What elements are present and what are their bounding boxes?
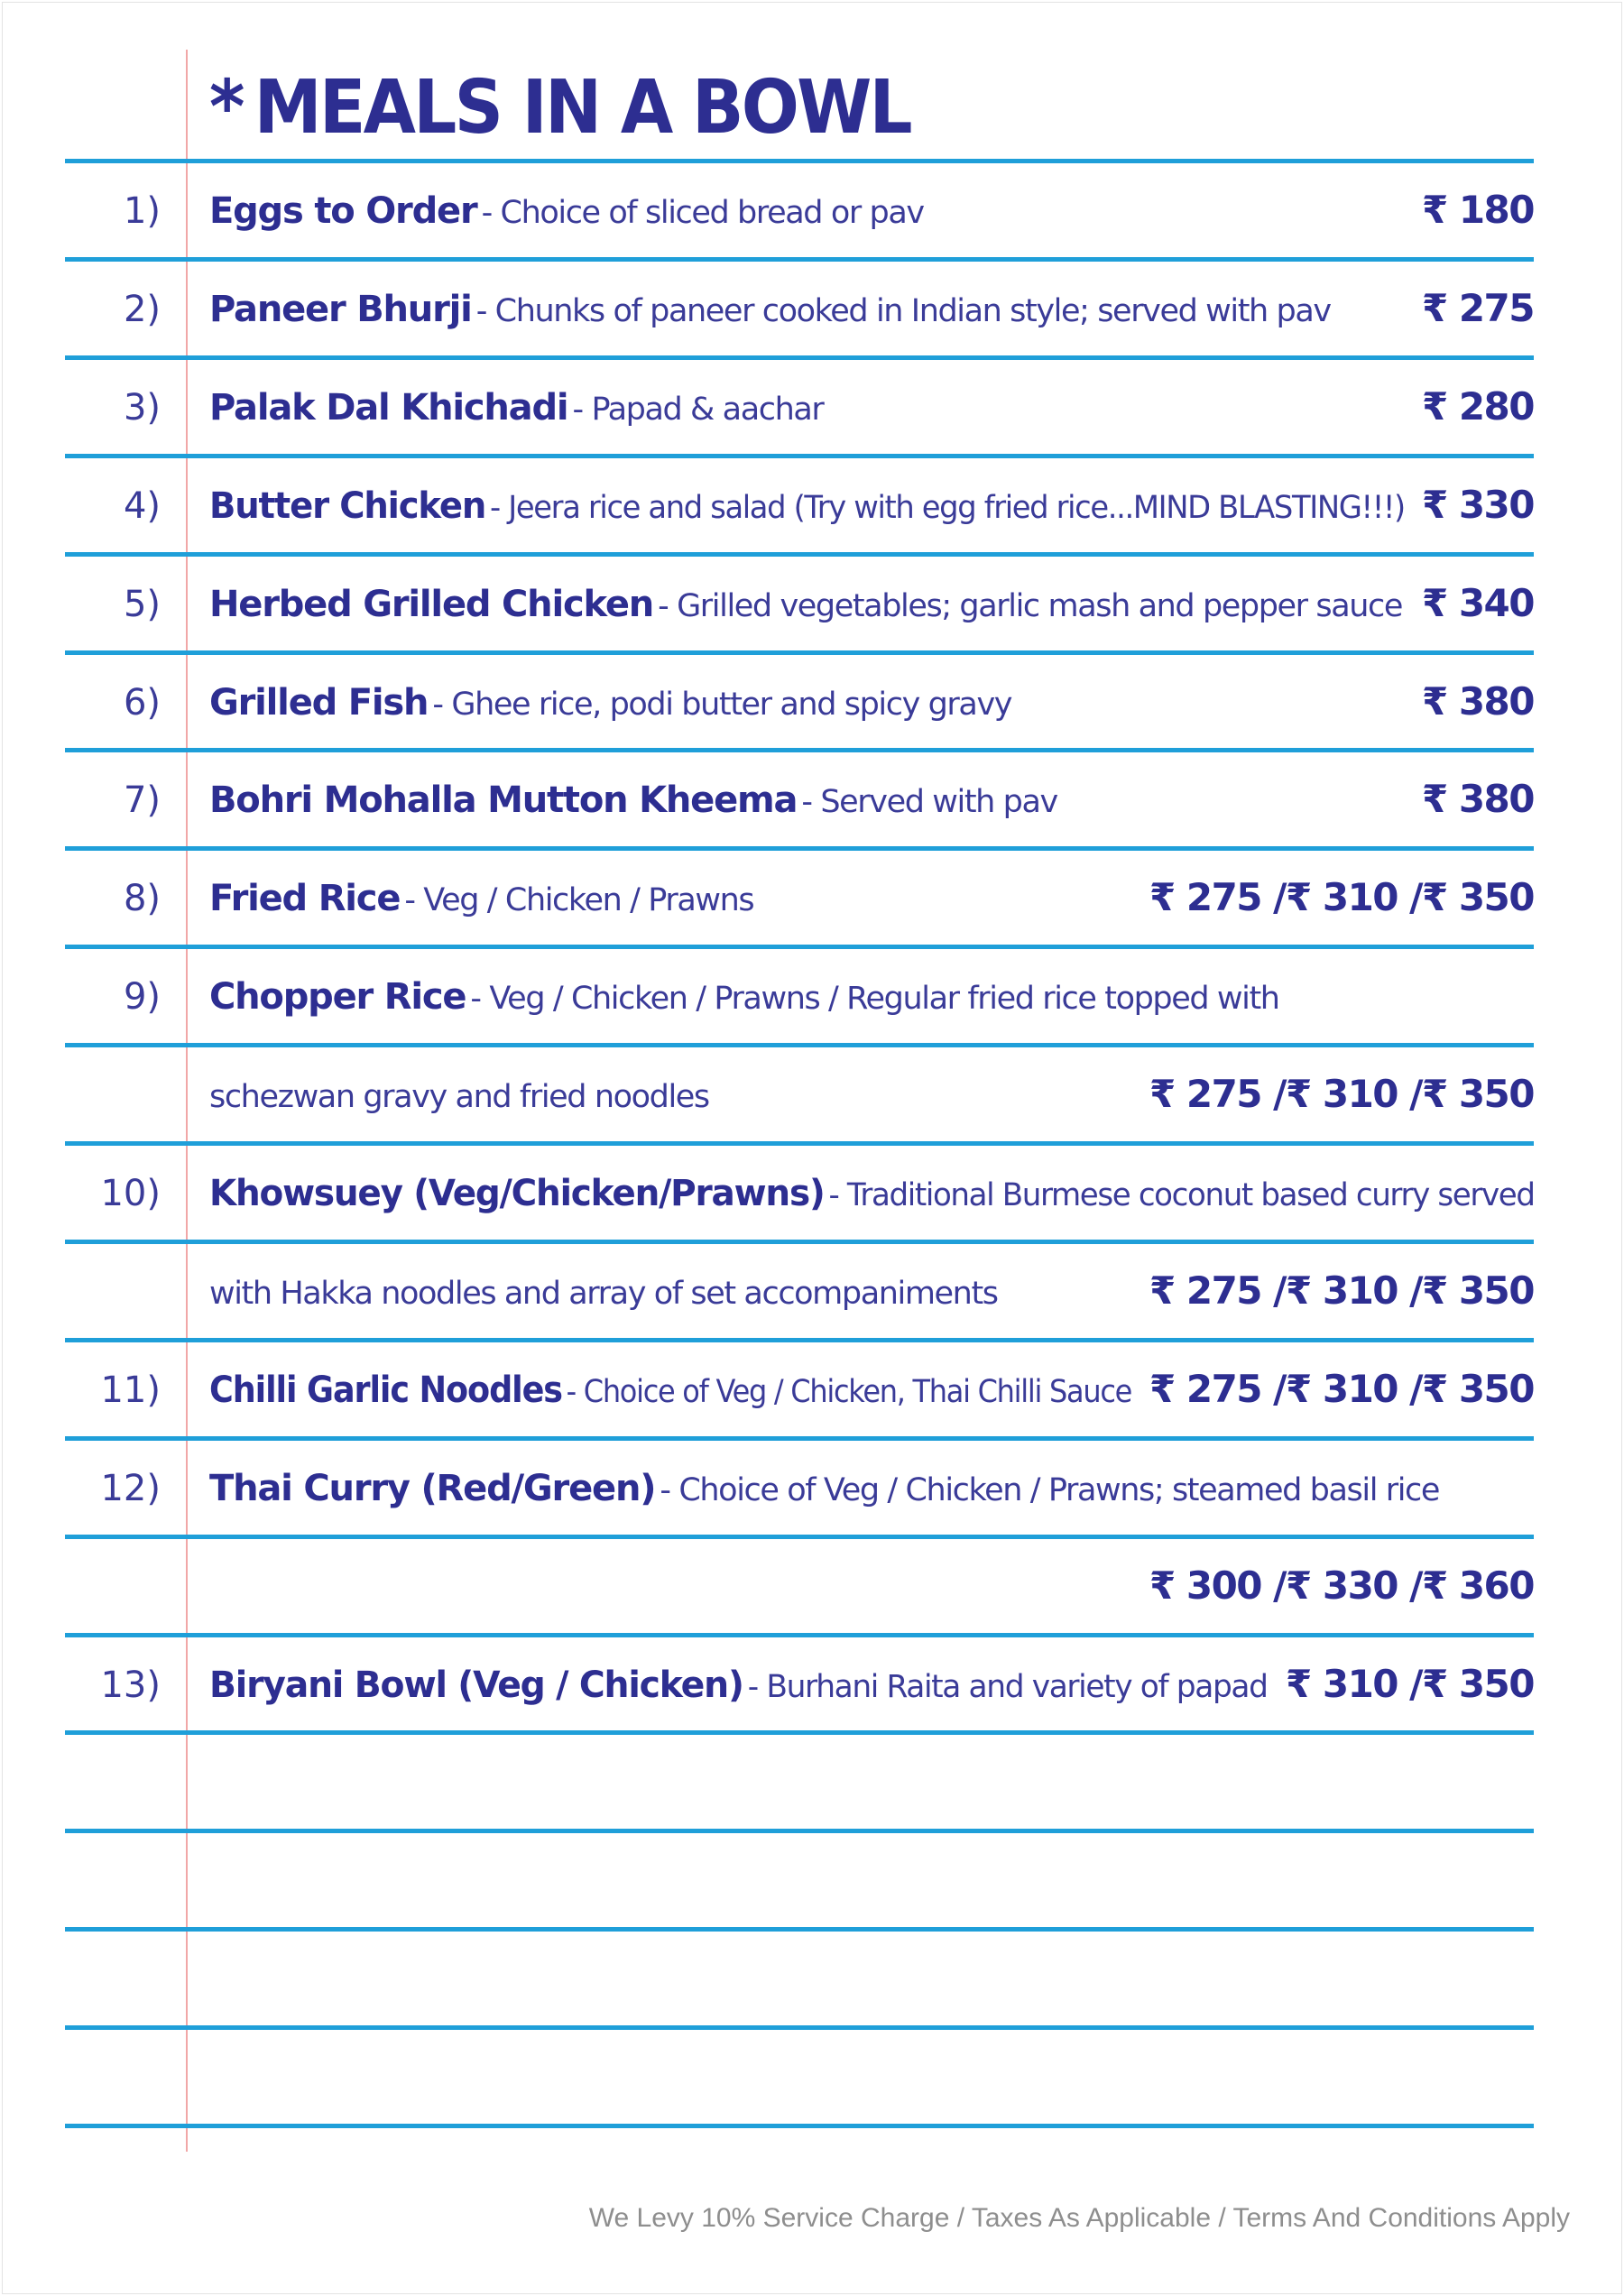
menu-row [0, 846, 1624, 945]
item-name: Chopper Rice [209, 976, 466, 1019]
item-description: - Jeera rice and salad (Try with egg fried rice...MIND BLASTING!!!) [490, 489, 1405, 526]
menu-row [0, 355, 1624, 454]
item-name: Thai Curry (Red/Green) [209, 1467, 656, 1509]
item-name: Paneer Bhurji [209, 288, 472, 330]
item-price: ₹ 180 [1421, 188, 1534, 232]
item-price: ₹ 340 [1421, 580, 1534, 625]
menu-row [0, 945, 1624, 1043]
item-text [209, 1664, 1268, 1706]
menu-row [0, 1043, 1624, 1141]
item-name: Butter Chicken [209, 484, 486, 527]
menu-row [0, 1338, 1624, 1436]
item-text [209, 878, 753, 919]
item-number: 5) [123, 583, 161, 625]
item-price: ₹ 300 /₹ 330 /₹ 360 [1149, 1563, 1534, 1608]
item-text [209, 387, 823, 429]
menu-row [0, 1141, 1624, 1240]
item-number: 1) [123, 190, 161, 232]
item-number: 11) [100, 1369, 161, 1411]
item-price: ₹ 275 /₹ 310 /₹ 350 [1149, 1268, 1534, 1313]
menu-row [0, 1535, 1624, 1633]
menu-row [0, 454, 1624, 552]
item-number: 8) [123, 878, 161, 920]
item-description: - Veg / Chicken / Prawns [404, 882, 754, 919]
item-name: Grilled Fish [209, 681, 429, 724]
item-price: ₹ 275 /₹ 310 /₹ 350 [1149, 1366, 1534, 1411]
item-price: ₹ 275 /₹ 310 /₹ 350 [1149, 1072, 1534, 1117]
item-price: ₹ 280 [1421, 383, 1534, 429]
item-description: - Veg / Chicken / Prawns / Regular fried rice topped with [470, 981, 1279, 1018]
item-number: 12) [100, 1467, 161, 1509]
item-number: 7) [123, 779, 161, 822]
item-price: ₹ 275 [1421, 285, 1534, 330]
item-price: ₹ 330 [1421, 482, 1534, 527]
item-price: ₹ 380 [1421, 777, 1534, 822]
menu-row [0, 2025, 1624, 2124]
menu-row [0, 552, 1624, 650]
ruled-line [65, 2124, 1534, 2128]
item-description: - Choice of sliced bread or pav [481, 195, 924, 231]
item-price: ₹ 380 [1421, 678, 1534, 724]
item-name: Chilli Garlic Noodles [209, 1369, 562, 1411]
menu-row [0, 1240, 1624, 1338]
item-text [209, 779, 1057, 821]
item-description: - Choice of Veg / Chicken / Prawns; steamed basil rice [660, 1471, 1440, 1508]
item-text [209, 1468, 1439, 1509]
item-description: - Burhani Raita and variety of papad [747, 1668, 1268, 1705]
item-number: 9) [123, 976, 161, 1019]
menu-row [0, 650, 1624, 749]
item-name: Fried Rice [209, 878, 401, 920]
item-name: Khowsuey (Veg/Chicken/Prawns) [209, 1173, 825, 1214]
item-description: - Chunks of paneer cooked in Indian style; served with pav [475, 292, 1331, 329]
item-description: - Served with pav [801, 784, 1057, 821]
menu-title-text: MEALS IN A BOWL [254, 65, 910, 151]
item-number: 2) [123, 288, 161, 330]
item-description: - Grilled vegetables; garlic mash and pepper sauce [658, 587, 1403, 624]
item-description: - Ghee rice, podi butter and spicy gravy [432, 686, 1012, 723]
menu-row [0, 257, 1624, 355]
item-number: 4) [123, 484, 161, 527]
menu-row [0, 1436, 1624, 1535]
item-text [209, 289, 1331, 330]
item-number: 6) [123, 681, 161, 724]
menu-title [209, 65, 910, 151]
item-text [209, 584, 1402, 625]
item-text [209, 682, 1011, 724]
title-asterisk: * [209, 65, 243, 151]
item-name: Bohri Mohalla Mutton Kheema [209, 779, 798, 822]
item-description: - Papad & aachar [572, 391, 824, 428]
item-name: Eggs to Order [209, 190, 477, 232]
item-text [209, 976, 1279, 1018]
item-text [209, 1173, 1535, 1214]
item-description: with Hakka noodles and array of set accompaniments [209, 1275, 998, 1312]
menu-row [0, 1829, 1624, 1927]
footer-note: We Levy 10% Service Charge / Taxes As Applicable / Terms And Conditions Apply [588, 2203, 1570, 2233]
menu-row [0, 748, 1624, 846]
item-number: 13) [100, 1664, 161, 1706]
menu-row [0, 1730, 1624, 1829]
menu-row [0, 1927, 1624, 2025]
item-text [209, 485, 1405, 527]
item-name: Palak Dal Khichadi [209, 386, 568, 429]
item-text [209, 1271, 998, 1313]
item-description: schezwan gravy and fried noodles [209, 1079, 709, 1116]
item-name: Herbed Grilled Chicken [209, 583, 654, 625]
item-price: ₹ 310 /₹ 350 [1286, 1661, 1534, 1706]
item-name: Biryani Bowl (Veg / Chicken) [209, 1664, 743, 1706]
item-number: 10) [100, 1173, 161, 1214]
item-description: - Traditional Burmese coconut based curry served [828, 1177, 1535, 1213]
item-number: 3) [123, 386, 161, 429]
item-text [209, 1369, 1131, 1411]
item-price: ₹ 275 /₹ 310 /₹ 350 [1149, 875, 1534, 920]
item-text [209, 1074, 709, 1116]
menu-row [0, 1633, 1624, 1731]
menu-row [0, 159, 1624, 257]
item-description: - Choice of Veg / Chicken, Thai Chilli Sauce [566, 1373, 1132, 1410]
item-text [209, 190, 924, 232]
